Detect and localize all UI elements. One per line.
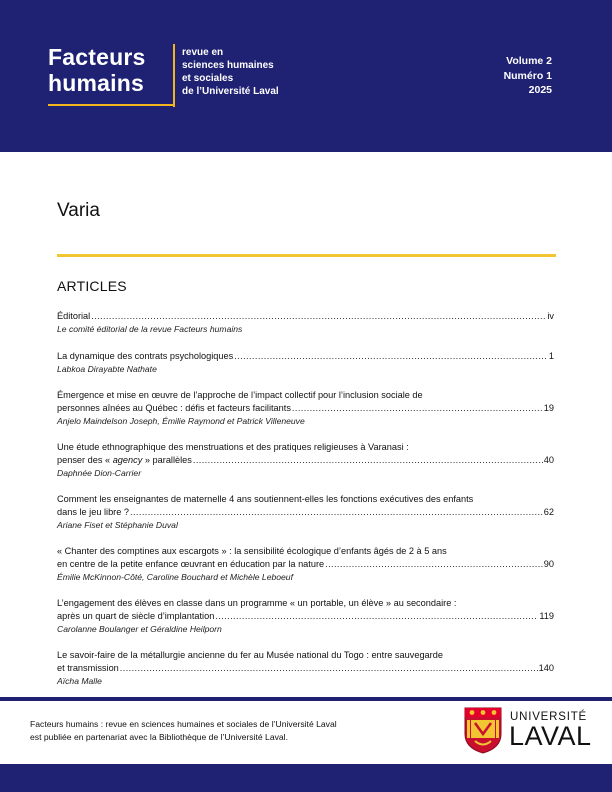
toc-title: et transmission: [57, 663, 119, 673]
footer-band: [0, 764, 612, 792]
toc-authors: Aïcha Malle: [57, 676, 102, 686]
toc-entry[interactable]: [57, 649, 554, 687]
toc-authors: Daphnée Dion-Carrier: [57, 468, 142, 478]
logo-underline: [48, 104, 175, 106]
toc-title-line-2: [57, 506, 554, 519]
toc-title-post: » parallèles: [142, 455, 192, 465]
universite-laval-logo: [463, 706, 592, 756]
toc-authors: Ariane Fiset et Stéphanie Duval: [57, 520, 178, 530]
toc-title-line: [57, 350, 554, 363]
toc-title-line-2: [57, 402, 554, 415]
dot-leader: [91, 310, 546, 323]
toc-page-number: iv: [547, 311, 554, 321]
toc-title-line-1: Une étude ethnographique des menstruations et des pratiques religieuses à Varanasi :: [57, 442, 409, 452]
toc-title-line-2: [57, 610, 554, 623]
subtitle-line-3: et sociales: [182, 73, 234, 84]
number-label: Numéro 1: [503, 69, 552, 82]
toc-title: en centre de la petite enfance œuvrant en éducation par la nature: [57, 559, 325, 569]
toc-page-number: 62: [543, 507, 554, 517]
dot-leader: [215, 610, 538, 623]
toc-page-number: 40: [543, 455, 554, 465]
toc-title-line-1: Comment les enseignantes de maternelle 4 ans soutiennent-elles les fonctions exécutives des enfants: [57, 494, 474, 504]
articles-heading: ARTICLES: [57, 278, 127, 294]
dot-leader: [292, 402, 543, 415]
logo-line-2: humains: [48, 70, 144, 96]
toc-page-number: 119: [539, 611, 554, 621]
footer-text-line-1: Facteurs humains : revue en sciences humaines et sociales de l’Université Laval: [30, 719, 337, 729]
toc-page-number: 19: [543, 403, 554, 413]
dot-leader: [234, 350, 548, 363]
section-divider: [57, 254, 556, 257]
toc-title-line-1: L’engagement des élèves en classe dans un programme « un portable, un élève » au secondaire :: [57, 598, 457, 608]
toc-entry[interactable]: [57, 493, 554, 531]
toc-entry[interactable]: [57, 597, 554, 635]
toc-title-line-1: Le savoir-faire de la métallurgie ancienne du fer au Musée national du Togo : entre sauvegarde: [57, 650, 443, 660]
issue-info: [504, 54, 552, 98]
dot-leader: [193, 454, 543, 467]
toc-authors: Carolanne Boulanger et Géraldine Heilporn: [57, 624, 222, 634]
journal-logo-title: [48, 44, 145, 96]
toc-authors: Le comité éditorial de la revue Facteurs humains: [57, 324, 243, 334]
toc-entry-editorial[interactable]: [57, 310, 554, 335]
logo-line-1: Facteurs: [48, 44, 146, 70]
journal-header: [0, 0, 612, 152]
toc-title: Éditorial: [57, 311, 91, 321]
toc-title-line: [57, 310, 554, 323]
logo-word-universite: UNIVERSITÉ: [510, 711, 588, 723]
journal-subtitle: [182, 46, 279, 98]
toc-title-emphasis: agency: [112, 455, 143, 465]
toc-entry[interactable]: [57, 545, 554, 583]
subtitle-line-4: de l’Université Laval: [182, 86, 279, 97]
toc-entry[interactable]: [57, 350, 554, 375]
footer-text-line-2: est publiée en partenariat avec la Bibliothèque de l’Université Laval.: [30, 732, 288, 742]
subtitle-line-2: sciences humaines: [182, 60, 274, 71]
toc-title-line-2: [57, 454, 554, 467]
toc-title: personnes aînées au Québec : défis et facteurs facilitants: [57, 403, 291, 413]
section-title: Varia: [57, 200, 100, 221]
dot-leader: [130, 506, 543, 519]
toc-authors: Anjelo Maindelson Joseph, Émilie Raymond et Patrick Villeneuve: [57, 416, 305, 426]
toc-title-line-2: [57, 558, 554, 571]
footer-partnership-text: [30, 718, 337, 744]
toc-entry[interactable]: [57, 441, 554, 479]
year-label: 2025: [528, 84, 552, 96]
toc-title-pre: penser des «: [57, 455, 113, 465]
toc-entry[interactable]: [57, 389, 554, 427]
toc-title: [57, 454, 192, 467]
dot-leader: [120, 662, 538, 675]
subtitle-line-1: revue en: [182, 47, 224, 58]
footer-rule: [0, 697, 612, 701]
logo-accent-bar: [173, 44, 175, 107]
toc-title-line-1: « Chanter des comptines aux escargots » : la sensibilité écologique d’enfants âgés de 2 à 5 ans: [57, 546, 447, 556]
toc-title: après un quart de siècle d’implantation: [57, 611, 215, 621]
dot-leader: [325, 558, 543, 571]
table-of-contents: [57, 310, 554, 701]
toc-title-line-2: [57, 662, 554, 675]
toc-title-line-1: Émergence et mise en œuvre de l’approche de l’impact collectif pour l’inclusion sociale de: [57, 390, 423, 400]
logo-word-laval: LAVAL: [509, 721, 592, 751]
toc-authors: Émilie McKinnon-Côté, Caroline Bouchard et Michèle Leboeuf: [57, 572, 293, 582]
volume-label: Volume 2: [506, 55, 552, 67]
toc-title: dans le jeu libre ?: [57, 507, 130, 517]
toc-page-number: 140: [538, 663, 554, 673]
toc-page-number: 1: [548, 351, 554, 361]
toc-authors: Labkoa Dirayabte Nathate: [57, 364, 157, 374]
toc-page-number: 90: [543, 559, 554, 569]
toc-title: La dynamique des contrats psychologiques: [57, 351, 234, 361]
university-shield-icon: [463, 706, 503, 754]
